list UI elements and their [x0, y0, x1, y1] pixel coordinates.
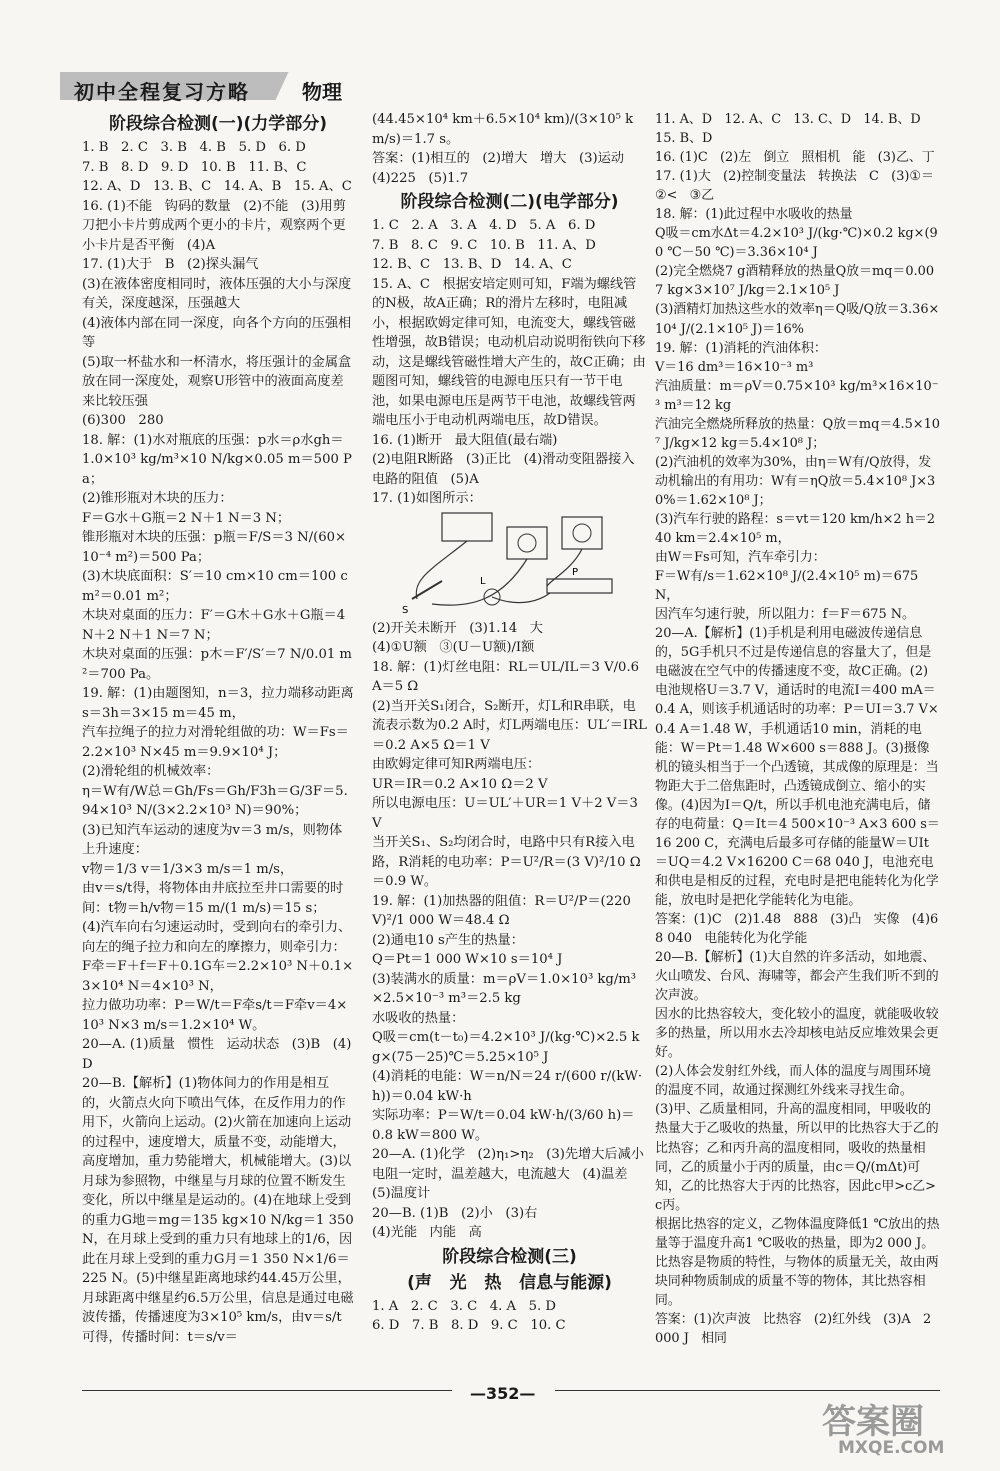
answer-line: Q吸＝cm(t－t₀)＝4.2×10³ J/(kg·℃)×2.5 kg×(75－25)℃＝5.25×10⁵ J	[372, 1030, 640, 1065]
watermark-title: 答案圈	[822, 1402, 924, 1442]
answer-line: (2)通电10 s产生的热量：	[372, 932, 524, 948]
answer-line: 17. (1)大于 B (2)探头漏气	[82, 257, 259, 272]
answer-line: 12. A、D 13. B、C 14. A、B 15. A、C	[82, 179, 352, 194]
answer-line: 19. 解：(1)由题图知，n＝3，拉力端移动距离s＝3h＝3×15 m＝45 m，	[82, 686, 354, 721]
answer-line: 木块对桌面的压强：p木＝F′/S′＝7 N/0.01 m²＝700 Pa。	[82, 647, 352, 682]
answer-line: 水吸收的热量：	[372, 1010, 465, 1026]
answer-line: 1. C 2. A 3. A 4. D 5. A 6. D	[372, 218, 596, 233]
answer-line: 20—B.【解析】(1)物体间力的作用是相互的，火箭点火向下喷出气体，在反作用力的作用下，火箭向上运动。(2)火箭在加速向上运动的过程中，速度增大，质量不变，动能增大，高度增加，重力势能增大，机械能增大。(3)以月球为参照物，中继星与月球的位置不断发生变化，所以中继星是运动的。(4)在地球上受到的重力G地＝mg＝135 kg×10 N/kg＝1 350 N，在月球上受到的重力只有地球上的1/6，因此在月球上受到的重力G月＝1 350 N×1/6＝225 N。(5)中继星距离地球约44.45万公里，月球距离中继星约6.5万公里，信息是通过电磁波传播，传播速度为3×10⁵ km/s，由v＝s/t可得，传播时间：t＝s/v＝	[82, 1076, 358, 1345]
answer-line: 1. B 2. C 3. B 4. B 5. D 6. D	[82, 140, 306, 155]
answer-line: v物＝1/3 v＝1/3×3 m/s＝1 m/s，	[82, 861, 294, 877]
section-title: (声 光 热 信息与能源)	[407, 1272, 612, 1293]
section-title: 阶段综合检测(三)	[442, 1246, 577, 1267]
answer-line: (2)汽油机的效率为30%，由η＝W有/Q放得，发动机输出的有用功：W有＝ηQ放＝5.4×10⁸ J×30%＝1.62×10⁸ J；	[655, 454, 936, 508]
answer-line: 因水的比热容较大，变化较小的温度，就能吸收较多的热量，所以用水去冷却核电站反应堆效果会更好。	[655, 1007, 939, 1061]
answer-line: 拉力做功功率：P＝W/t＝F牵s/t＝F牵v＝4×10³ N×3 m/s＝1.2×10⁴ W。	[82, 998, 348, 1033]
answer-line: 当开关S₁、S₂均闭合时，电路中只有R接入电路，R消耗的电功率：P＝U²/R＝(3 V)²/10 Ω＝0.9 W。	[372, 835, 641, 889]
answer-line: Q吸＝cm水Δt＝4.2×10³ J/(kg·℃)×0.2 kg×(90 ℃－50 ℃)＝3.36×10⁴ J	[655, 226, 938, 261]
answer-line: (5)取一杯盐水和一杯清水，将压强计的金属盒放在同一深度处，观察U形管中的液面高度差来比较压强	[82, 354, 352, 409]
answer-line: V＝16 dm³＝16×10⁻³ m³	[655, 359, 814, 375]
answer-line: (3)汽车行驶的路程：s＝vt＝120 km/h×2 h＝240 km＝2.4×10⁵ m，	[655, 511, 936, 547]
answer-line: F＝G水＋G瓶＝2 N＋1 N＝3 N；	[82, 510, 291, 526]
answer-line: 木块对桌面的压力：F′＝G木＋G水＋G瓶＝4 N＋2 N＋1 N＝7 N；	[82, 608, 350, 643]
answer-line: 16. (1)断开 最大阻值(最右端)	[372, 432, 558, 448]
answer-line: 答案：(1)次声波 比热容 (2)红外线 (3)A 2 000 J 相同	[655, 1311, 936, 1346]
answer-line: 17. (1)大 (2)控制变量法 转换法 C (3)①＝ ②< ③乙	[655, 169, 947, 204]
answer-line: (2)滑轮组的机械效率：	[82, 764, 220, 779]
answer-line: 19. 解：(1)消耗的汽油体积：	[655, 340, 827, 356]
answer-line: 20—B.【解析】(1)大自然的许多活动，如地震、火山喷发、台风、海啸等，都会产生我们听不到的次声波。	[655, 950, 939, 1004]
answer-line: (4)①U额 ③(U－U额)/I额	[372, 640, 535, 655]
answer-line: 汽油质量：m＝ρV＝0.75×10³ kg/m³×16×10⁻³ m³＝12 kg	[655, 378, 939, 413]
answer-line: (3)已知汽车运动的速度为v＝3 m/s，则物体上升速度：	[82, 822, 343, 857]
answer-line: 11. A、D 12. A、C 13. C、D 14. B、D	[655, 112, 921, 127]
answer-line: 12. B、C 13. B、D 14. A、C	[372, 257, 572, 272]
answer-column-3	[655, 110, 947, 1348]
answer-line: (4)液体内部在同一深度，向各个方向的压强相等	[82, 315, 352, 350]
section-title: 阶段综合检测(二)(电学部分)	[400, 192, 619, 212]
watermark-logo	[822, 1394, 972, 1464]
answer-line: 18. 解：(1)此过程中水吸收的热量	[655, 207, 853, 223]
answer-line: (2)开关未断开 (3)1.14 大	[372, 620, 543, 636]
answer-line: 由W＝Fs可知，汽车牵引力：	[655, 550, 826, 566]
answer-line: 15. A、C 根据安培定则可知，F端为螺线管的N极，故A正确；R的滑片左移时，电阻减小，根据欧姆定律可知，电流变大，螺线管磁性增强，故B错误；电动机启动说明衔铁向下移动，这是螺线管磁性增大产生的，故C正确；由题图可知，螺线管的电源电压只有一节干电池，如果电源电压是两节干电池，故螺线管两端电压小于电动机两端电压，故D错误。	[372, 276, 646, 428]
footer-rule-left	[82, 1390, 452, 1391]
answer-line: (2)锥形瓶对木块的压力：	[82, 491, 233, 506]
answer-line: (2)完全燃烧7 g酒精释放的热量Q放＝mq＝0.007 kg×3×10⁷ J/kg＝2.1×10⁵ J	[655, 264, 935, 299]
answer-line: 实际功率：P＝W/t＝0.04 kW·h/(3/60 h)＝0.8 kW＝800 W。	[372, 1108, 635, 1143]
answer-line: 1. A 2. C 3. C 4. A 5. D	[372, 1298, 556, 1314]
page-number: —352—	[470, 1384, 536, 1403]
answer-line: (3)装满水的质量：m＝ρV＝1.0×10³ kg/m³×2.5×10⁻³ m³＝2.5 kg	[372, 971, 637, 1006]
watermark-url: MXQE.COM	[838, 1438, 945, 1458]
answer-line: 答案：(1)相互的 (2)增大 增大 (3)运动 (4)225 (5)1.7	[372, 151, 637, 186]
answer-line: 因汽车匀速行驶，所以阻力：f＝F＝675 N。	[655, 607, 915, 623]
answer-line: (4)消耗的电能：W＝n/N＝24 r/(600 r/(kW·h))＝0.04 kW·h	[372, 1069, 643, 1104]
answer-line: 汽车拉绳子的拉力对滑轮组做的功：W＝Fs＝2.2×10³ N×45 m＝9.9×10⁴ J；	[82, 725, 349, 760]
svg-text:P: P	[572, 566, 579, 578]
answer-line: 所以电源电压：U＝UL′＋UR＝1 V＋2 V＝3 V	[372, 796, 643, 831]
answer-line: (2)电阻R断路 (3)正比 (4)滑动变阻器接入电路的阻值 (5)A	[372, 452, 635, 487]
circuit-diagram	[372, 509, 622, 619]
footer-rule-right	[555, 1390, 940, 1391]
answer-line: (3)甲、乙质量相同，升高的温度相同，甲吸收的热量大于乙吸收的热量，所以甲的比热容大于乙的比热容；乙和丙升高的温度相同，吸收的热量相同，乙的质量小于丙的质量，由c＝Q/(mΔt)可知，乙的比热容大于丙的比热容，因此c甲>c乙>c丙。	[655, 1102, 939, 1213]
answer-line: (3)木块底面积：S′＝10 cm×10 cm＝100 cm²＝0.01 m²；	[82, 569, 348, 604]
answer-line: UR＝IR＝0.2 A×10 Ω＝2 V	[372, 776, 548, 792]
subject-title: 物理	[302, 80, 342, 104]
answer-line: 答案：(1)C (2)1.48 888 (3)凸 实像 (4)68 040 电能转化为化学能	[655, 911, 939, 947]
answer-line: η＝W有/W总＝Gh/Fs＝Gh/F3h＝G/3F＝5.94×10³ N/(3×2.2×10³ N)＝90%；	[82, 783, 348, 818]
answer-column-2	[372, 110, 657, 1336]
answer-line: Q＝Pt＝1 000 W×10 s＝10⁴ J	[372, 952, 563, 967]
answer-column-1	[82, 110, 358, 1347]
answer-line: (2)人体会发射红外线，而人体的温度与周围环境的温度不同，故通过探测红外线来寻找生命。	[655, 1064, 932, 1099]
answer-line: 18. 解：(1)灯丝电阻：RL＝UL/IL＝3 V/0.6 A＝5 Ω	[372, 659, 644, 694]
answer-line: 7. B 8. D 9. D 10. B 11. B、C	[82, 159, 307, 175]
answer-line: (44.45×10⁴ km＋6.5×10⁴ km)/(3×10⁵ km/s)＝1.7 s。	[372, 112, 634, 147]
answer-line: (4)汽车向右匀速运动时，受到向右的牵引力、向左的绳子拉力和向左的摩擦力，则牵引力：	[82, 920, 352, 955]
svg-text:S: S	[402, 604, 409, 616]
answer-line: 20—A.【解析】(1)手机是利用电磁波传递信息的，5G手机只不过是传递信息的容量大了，但是电磁波在空气中的传播速度不变，故C正确。(2)电池规格U＝3.7 V，通话时的电流I＝400 mA＝0.4 A，则该手机通话时的功率：P＝UI＝3.7 V×0.4 A＝1.48 W，手机通话10 min，消耗的电能：W＝Pt＝1.48 W×600 s＝888 J。(3)摄像机的镜头相当于一个凸透镜，其成像的原理是：当物距大于二倍焦距时，凸透镜成倒立、缩小的实像。(4)因为I＝Q/t，所以手机电池充满电后，储存的电荷量：Q＝It＝4 500×10⁻³ A×3 600 s＝16 200 C，充满电后最多可存储的能量W＝UIt＝UQ＝4.2 V×16200 C＝68 040 J，电池充电和供电是相反的过程，充电时是把电能转化为化学能，放电时是把化学能转化为电能。	[655, 626, 940, 908]
answer-line: F＝W有/s＝1.62×10⁸ J/(2.4×10⁵ m)＝675 N，	[655, 569, 923, 604]
answer-line: (3)在液体密度相同时，液体压强的大小与深度有关，深度越深，压强越大	[82, 276, 352, 311]
answer-line: (3)酒精灯加热这些水的效率η＝Q吸/Q放＝3.36×10⁴ J/(2.1×10⁵ J)＝16%	[655, 302, 940, 337]
answer-line: 17. (1)如图所示：	[372, 491, 482, 506]
svg-text:L: L	[480, 575, 486, 587]
answer-line: 20—A. (1)化学 (2)η₁>η₂ (3)先增大后减小 电阻一定时，温差越大，电流越大 (4)温差 (5)温度计	[372, 1147, 657, 1201]
answer-line: 比热容是物质的特性，与物体的质量无关，故由两块同种物质制成的质量不等的物体，其比热容相同。	[655, 1254, 939, 1308]
answer-line: 20—B. (1)B (2)小 (3)右	[372, 1205, 538, 1221]
answer-line: 19. 解：(1)加热器的阻值：R＝U²/P＝(220 V)²/1 000 W＝48.4 Ω	[372, 893, 636, 928]
answer-line: (4)光能 内能 高	[372, 1225, 482, 1240]
answer-line: 20—A. (1)质量 惯性 运动状态 (3)B (4)D	[82, 1037, 352, 1072]
answer-line: (6)300 280	[82, 413, 164, 428]
answer-line: (2)当开关S₁闭合，S₂断开，灯L和R串联，电流表示数为0.2 A时，灯L两端电压：UL′＝IRL＝0.2 A×5 Ω＝1 V	[372, 698, 647, 753]
section-title: 阶段综合检测(一)(力学部分)	[108, 114, 328, 134]
answer-line: 15. B、D	[655, 131, 713, 147]
answer-line: 16. (1)C (2)左 倒立 照相机 能 (3)乙、丁	[655, 150, 935, 166]
answer-line: 由欧姆定律可知R两端电压：	[372, 757, 541, 772]
figure	[372, 509, 647, 619]
answer-line: 根据比热容的定义，乙物体温度降低1 ℃放出的热量等于温度升高1 ℃吸收的热量，即为2 000 J。	[655, 1216, 940, 1251]
answer-line: 16. (1)不能 钩码的数量 (2)不能 (3)用剪刀把小卡片剪成两个更小的卡片，观察两个更小卡片是否平衡 (4)A	[82, 198, 346, 253]
book-title: 初中全程复习方略	[74, 80, 250, 104]
answer-line: F牵＝F＋f＝F＋0.1G车＝2.2×10³ N＋0.1×3×10⁴ N＝4×10³ N，	[82, 959, 354, 994]
answer-line: 6. D 7. B 8. D 9. C 10. C	[372, 1318, 566, 1333]
answer-line: 7. B 8. C 9. C 10. B 11. A、D	[372, 237, 596, 253]
answer-line: 锥形瓶对木块的压强：p瓶＝F/S＝3 N/(60×10⁻⁴ m²)＝500 Pa；	[82, 530, 347, 565]
answer-line: 18. 解：(1)水对瓶底的压强：p水＝ρ水gh＝1.0×10³ kg/m³×10 N/kg×0.05 m＝500 Pa；	[82, 432, 352, 487]
answer-line: 由v＝s/t得，将物体由井底拉至井口需要的时间：t物＝h/v物＝15 m/(1 m/s)＝15 s；	[82, 881, 344, 916]
page-header	[60, 68, 360, 104]
answer-line: 汽油完全燃烧所释放的热量：Q放＝mq＝4.5×10⁷ J/kg×12 kg＝5.4×10⁸ J；	[655, 416, 940, 451]
